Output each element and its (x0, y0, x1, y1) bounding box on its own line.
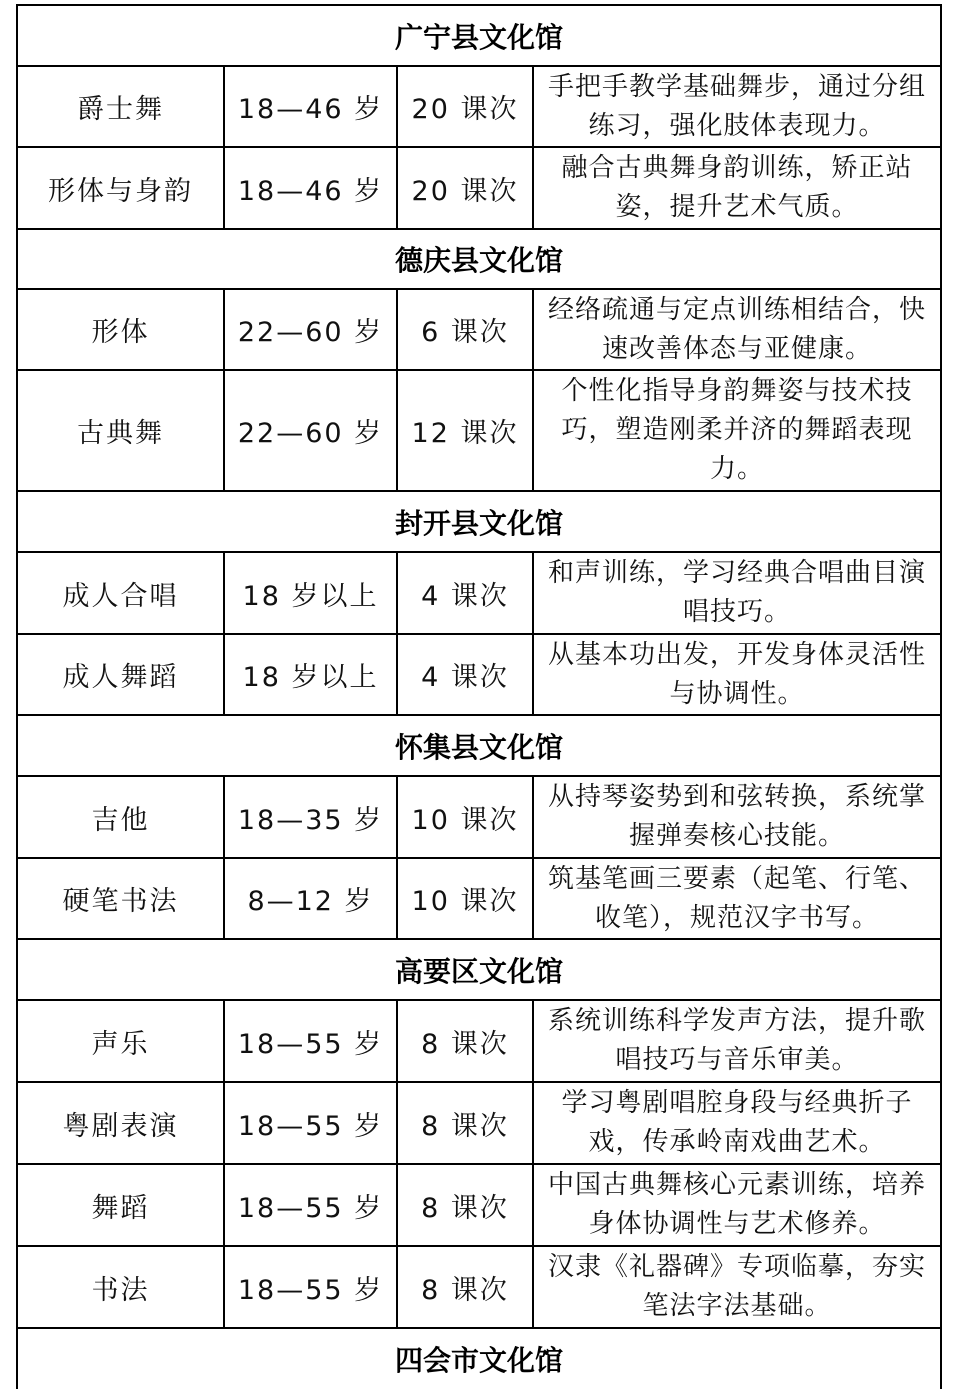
course-description: 从持琴姿势到和弦转换，系统掌握弹奏核心技能。 (547, 782, 926, 851)
age-range: 18 岁以上 (225, 553, 398, 633)
session-count: 8 课次 (398, 1165, 534, 1245)
age-range: 18—46 岁 (225, 148, 398, 228)
session-count: 6 课次 (398, 290, 534, 369)
table-row (18, 1165, 940, 1247)
age-range: 18—55 岁 (225, 1165, 398, 1245)
course-description: 汉隶《礼器碑》专项临摹，夯实笔法字法基础。 (547, 1252, 926, 1321)
session-count: 12 课次 (398, 371, 534, 490)
age-range: 18—55 岁 (225, 1247, 398, 1327)
course-name: 形体 (18, 290, 225, 369)
course-name: 爵士舞 (18, 67, 225, 146)
age-range: 22—60 岁 (225, 290, 398, 369)
table-row (18, 1247, 940, 1329)
age-range: 22—60 岁 (225, 371, 398, 490)
course-description: 手把手教学基础舞步，通过分组练习，强化肢体表现力。 (547, 71, 926, 141)
course-name: 成人舞蹈 (18, 635, 225, 714)
course-name: 书法 (18, 1247, 225, 1327)
course-description: 中国古典舞核心元素训练，培养身体协调性与艺术修养。 (547, 1170, 926, 1239)
venue-header: 广宁县文化馆 (18, 6, 940, 67)
age-range: 18—35 岁 (225, 777, 398, 857)
course-name: 成人合唱 (18, 553, 225, 633)
course-description: 和声训练，学习经典合唱曲目演唱技巧。 (547, 558, 926, 627)
session-count: 8 课次 (398, 1001, 534, 1081)
course-name: 吉他 (18, 777, 225, 857)
course-description: 经络疏通与定点训练相结合，快速改善体态与亚健康。 (547, 294, 926, 364)
table-row (18, 635, 940, 716)
age-range: 18—46 岁 (225, 67, 398, 146)
course-description: 学习粤剧唱腔身段与经典折子戏，传承岭南戏曲艺术。 (561, 1088, 913, 1157)
course-description: 筑基笔画三要素（起笔、行笔、收笔），规范汉字书写。 (547, 863, 926, 933)
venue-header: 怀集县文化馆 (18, 716, 940, 777)
session-count: 10 课次 (398, 777, 534, 857)
course-description: 从基本功出发，开发身体灵活性与协调性。 (547, 639, 926, 709)
venue-header: 四会市文化馆 (394, 1344, 563, 1377)
table-row (18, 371, 940, 492)
course-description: 个性化指导身韵舞姿与技术技巧，塑造刚柔并济的舞蹈表现力。 (561, 376, 913, 484)
course-description: 系统训练科学发声方法，提升歌唱技巧与音乐审美。 (547, 1006, 926, 1075)
session-count: 10 课次 (398, 859, 534, 938)
session-count: 4 课次 (398, 635, 534, 714)
session-count: 20 课次 (398, 67, 534, 146)
course-name: 古典舞 (18, 371, 225, 490)
course-name: 声乐 (18, 1001, 225, 1081)
age-range: 8—12 岁 (225, 859, 398, 938)
course-name: 硬笔书法 (18, 859, 225, 938)
course-description: 融合古典舞身韵训练，矫正站姿，提升艺术气质。 (561, 153, 913, 222)
table-row (18, 148, 940, 230)
course-name: 粤剧表演 (18, 1083, 225, 1163)
venue-header: 封开县文化馆 (18, 492, 940, 553)
session-count: 8 课次 (398, 1083, 534, 1163)
venue-header: 高要区文化馆 (18, 940, 940, 1001)
age-range: 18—55 岁 (225, 1001, 398, 1081)
session-count: 20 课次 (398, 148, 534, 228)
session-count: 4 课次 (398, 553, 534, 633)
table-row (18, 1083, 940, 1165)
table-row (18, 1001, 940, 1083)
session-count: 8 课次 (398, 1247, 534, 1327)
table-row (18, 290, 940, 371)
course-name: 形体与身韵 (18, 148, 225, 228)
course-name: 舞蹈 (18, 1165, 225, 1245)
age-range: 18—55 岁 (225, 1083, 398, 1163)
course-table (16, 4, 942, 1389)
table-row (18, 67, 940, 148)
age-range: 18 岁以上 (225, 635, 398, 714)
table-row (18, 859, 940, 940)
venue-header: 德庆县文化馆 (18, 230, 940, 290)
table-row (18, 777, 940, 859)
table-row (18, 553, 940, 635)
